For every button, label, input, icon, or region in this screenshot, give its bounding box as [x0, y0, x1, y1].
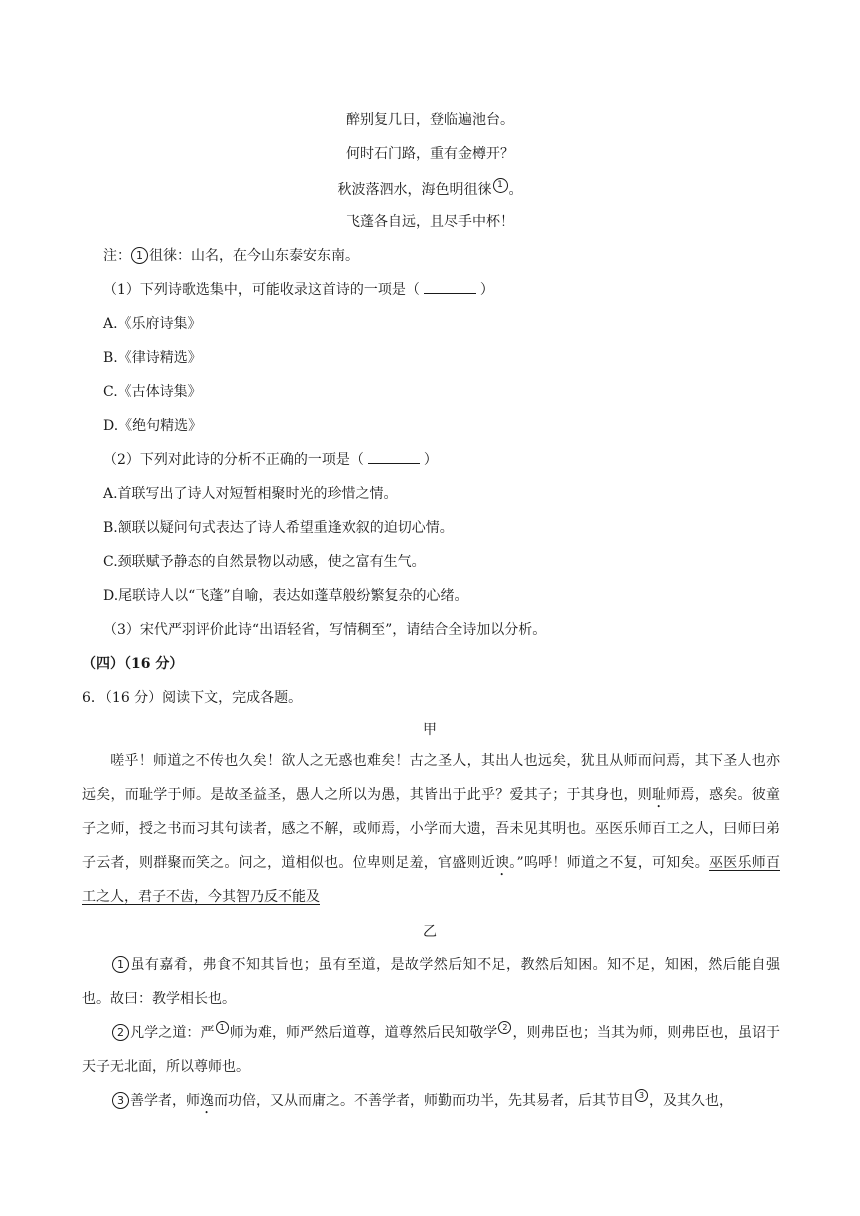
underlined-sentence: 巫医乐师百工之人，君子不齿，今其智乃反不能及 [82, 855, 780, 905]
note-marker: 1 [131, 247, 148, 264]
paragraph-marker: 2 [112, 1024, 129, 1041]
paragraph-marker: 3 [112, 1092, 129, 1109]
poem-line-3-text: 秋波落泗水，海色明徂徕 [337, 182, 492, 198]
q2-option-b: B.颔联以疑问句式表达了诗人希望重逢欢叙的迫切心情。 [103, 520, 454, 536]
poem-line-2: 何时石门路，重有金樽开？ [346, 146, 514, 162]
note-prefix: 注： [103, 248, 131, 264]
passage-yi-text-2a: 凡学之道：严 [130, 1025, 215, 1041]
q2-option-a: A.首联写出了诗人对短暂相聚时光的珍惜之情。 [103, 486, 398, 502]
note-text: 徂徕：山名，在今山东泰安东南。 [149, 248, 359, 264]
poem-line-3-end: 。 [508, 182, 523, 198]
q2-option-d: D.尾联诗人以“飞蓬”自喻，表达如蓬草般纷繁复杂的心绪。 [103, 588, 469, 604]
q2-stem-text: （2）下列对此诗的分析不正确的一项是（ [103, 452, 364, 468]
passage-jia-title: 甲 [423, 722, 437, 738]
answer-blank[interactable] [424, 281, 476, 294]
passage-yi-para-3 [82, 1084, 780, 1118]
q1-option-a: A.《乐府诗集》 [103, 316, 202, 332]
poem-line-1: 醉别复几日，登临遍池台。 [346, 112, 514, 128]
passage-yi-text-2c: ，则弗臣也；当其为师，则弗臣也，虽诏于天子无北面，所以尊师也。 [82, 1025, 781, 1075]
question-6-stem: 6．（16 分）阅读下文，完成各题。 [82, 690, 303, 706]
passage-yi-para-2 [82, 1016, 780, 1084]
section-title: （四）（16 分） [82, 656, 184, 672]
passage-yi-text-3b: 而功倍，又从而庸之。不善学者，师勤而功半，先其易者，后其节目 [214, 1093, 634, 1109]
emphasized-char: 耻 [652, 787, 667, 803]
question-2-stem [103, 450, 438, 470]
poem-line-3 [0, 178, 860, 200]
emphasized-char: 谀 [495, 855, 510, 871]
q1-option-d: D.《绝句精选》 [103, 418, 203, 434]
passage-jia-body [82, 744, 780, 914]
passage-yi-text-1: 虽有嘉肴，弗食不知其旨也；虽有至道，是故学然后知不足，教然后知困。知不足，知困，然后能自强也。故曰：教学相长也。 [82, 957, 780, 1007]
passage-jia-text-3: 。”呜呼！师道之不复，可知矣。 [509, 855, 710, 871]
footnote-marker: 1 [216, 1021, 229, 1034]
poem-note [103, 246, 359, 266]
paragraph-marker: 1 [112, 956, 129, 973]
passage-yi-text-3c: ，及其久也， [649, 1093, 733, 1109]
passage-yi-title: 乙 [423, 924, 437, 940]
footnote-marker: 2 [498, 1021, 511, 1034]
passage-yi-para-1 [82, 948, 780, 1016]
footnote-marker: 3 [635, 1089, 648, 1102]
q1-option-c: C.《古体诗集》 [103, 384, 202, 400]
passage-jia-text-1: 嗟乎！师道之不传也久矣！欲人之无惑也难矣！古之圣人，其出人也远矣，犹且从师而问焉，其下圣人也亦远矣，而耻学于师。是故圣益圣，愚人之所以为愚，其皆出于此乎？爱其子；于其身也，则 [82, 753, 780, 803]
q2-option-c: C.颈联赋予静态的自然景物以动感，使之富有生气。 [103, 554, 426, 570]
passage-yi-text-2b: 师为难，师严然后道尊，道尊然后民知敬学 [229, 1025, 498, 1041]
q1-option-b: B.《律诗精选》 [103, 350, 202, 366]
q1-stem-close: ） [479, 282, 494, 298]
poem-line-4: 飞蓬各自远，且尽手中杯！ [346, 214, 514, 230]
footnote-marker: 1 [493, 178, 508, 193]
emphasized-char: 逸 [200, 1093, 214, 1109]
question-1-stem [103, 280, 494, 300]
passage-jia-text-2: 师焉，惑矣。彼童子之师，授之书而习其句读者，感之不解，或师焉，小学而大遗，吾未见其明也。巫医乐师百工之人，曰师曰弟子云者，则群聚而笑之。问之，道相似也。位卑则足羞，官盛则近 [82, 787, 780, 871]
answer-blank[interactable] [368, 451, 420, 464]
question-3-stem: （3）宋代严羽评价此诗“出语轻省，写情稠至”，请结合全诗加以分析。 [103, 622, 547, 638]
q2-stem-close: ） [423, 452, 438, 468]
q1-stem-text: （1）下列诗歌选集中，可能收录这首诗的一项是（ [103, 282, 420, 298]
passage-yi-text-3a: 善学者，师 [130, 1093, 200, 1109]
